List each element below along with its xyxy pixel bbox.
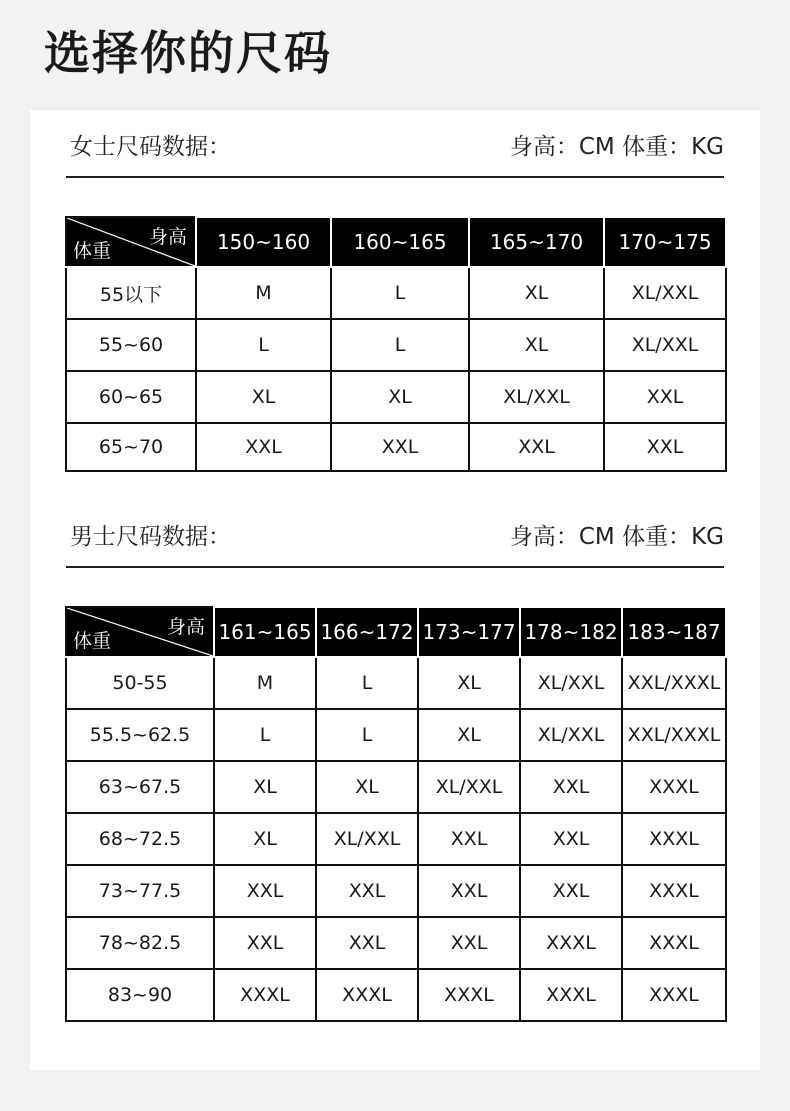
size-cell: XXL (418, 813, 520, 865)
size-chart-card (30, 110, 760, 1070)
size-cell: L (196, 319, 331, 371)
size-cell: XXL (196, 423, 331, 471)
height-header-cell: 173~177 (418, 607, 520, 657)
size-cell: XL (196, 371, 331, 423)
size-cell: XXXL (622, 917, 726, 969)
women-size-table (65, 216, 727, 472)
size-cell: XXL (604, 423, 726, 471)
height-header-cell: 166~172 (316, 607, 418, 657)
corner-height-label: 身高 (148, 226, 187, 248)
corner-header-cell (66, 607, 214, 657)
size-cell: XXXL (316, 969, 418, 1021)
size-cell: M (214, 657, 316, 709)
size-cell: XXXL (622, 813, 726, 865)
size-cell: XL (214, 813, 316, 865)
weight-cell: 60~65 (66, 371, 196, 423)
height-header-cell: 178~182 (520, 607, 622, 657)
table-row (66, 761, 726, 813)
men-unit-note: 身高：CM 体重：KG (509, 524, 724, 550)
table-row (66, 423, 726, 471)
page-title: 选择你的尺码 (44, 26, 332, 80)
table-row (66, 969, 726, 1021)
men-section-header (66, 500, 724, 568)
weight-cell: 63~67.5 (66, 761, 214, 813)
size-cell: XXXL (622, 865, 726, 917)
size-cell: L (316, 709, 418, 761)
size-cell: L (316, 657, 418, 709)
size-cell: M (196, 267, 331, 319)
size-cell: XXL/XXXL (622, 709, 726, 761)
size-cell: XXL (520, 865, 622, 917)
size-cell: XL/XXL (520, 657, 622, 709)
size-cell: XXXL (520, 969, 622, 1021)
size-cell: XL/XXL (604, 319, 726, 371)
weight-cell: 68~72.5 (66, 813, 214, 865)
size-cell: XL/XXL (604, 267, 726, 319)
weight-cell: 65~70 (66, 423, 196, 471)
size-cell: XXXL (622, 761, 726, 813)
height-header-cell: 150~160 (196, 217, 331, 267)
size-cell: XL (469, 267, 604, 319)
size-cell: XL (316, 761, 418, 813)
size-cell: XXXL (418, 969, 520, 1021)
height-header-cell: 183~187 (622, 607, 726, 657)
weight-cell: 78~82.5 (66, 917, 214, 969)
corner-height-label: 身高 (166, 616, 205, 638)
size-cell: XL/XXL (316, 813, 418, 865)
size-cell: XL (214, 761, 316, 813)
header-row (66, 607, 726, 657)
corner-weight-label: 体重 (73, 240, 112, 262)
table-row (66, 917, 726, 969)
corner-weight-label: 体重 (73, 630, 112, 652)
size-cell: XXL/XXXL (622, 657, 726, 709)
weight-cell: 73~77.5 (66, 865, 214, 917)
size-cell: XXXL (622, 969, 726, 1021)
men-section-label: 男士尺码数据： (70, 524, 231, 550)
weight-cell: 83~90 (66, 969, 214, 1021)
size-cell: XL (418, 657, 520, 709)
table-row (66, 813, 726, 865)
table-row (66, 657, 726, 709)
header-row (66, 217, 726, 267)
height-header-cell: 160~165 (331, 217, 469, 267)
women-section-header (66, 110, 724, 178)
table-row (66, 319, 726, 371)
table-row (66, 371, 726, 423)
size-cell: XXL (214, 865, 316, 917)
height-header-cell: 161~165 (214, 607, 316, 657)
table-row (66, 709, 726, 761)
size-cell: XXL (316, 917, 418, 969)
height-header-cell: 170~175 (604, 217, 726, 267)
size-cell: XXL (604, 371, 726, 423)
size-cell: XXL (316, 865, 418, 917)
size-cell: XL/XXL (418, 761, 520, 813)
weight-cell: 55~60 (66, 319, 196, 371)
weight-cell: 50-55 (66, 657, 214, 709)
size-cell: XXL (469, 423, 604, 471)
size-cell: L (214, 709, 316, 761)
women-section-label: 女士尺码数据： (70, 134, 231, 160)
height-header-cell: 165~170 (469, 217, 604, 267)
size-cell: XXL (520, 761, 622, 813)
size-cell: XL/XXL (469, 371, 604, 423)
size-cell: XXL (331, 423, 469, 471)
size-cell: XL (418, 709, 520, 761)
men-size-table (65, 606, 727, 1022)
table-row (66, 865, 726, 917)
weight-cell: 55.5~62.5 (66, 709, 214, 761)
size-cell: L (331, 319, 469, 371)
size-cell: XXL (520, 813, 622, 865)
size-cell: XXXL (214, 969, 316, 1021)
table-row (66, 267, 726, 319)
size-cell: L (331, 267, 469, 319)
weight-cell: 55以下 (66, 267, 196, 319)
corner-header-cell (66, 217, 196, 267)
size-cell: XXL (418, 865, 520, 917)
women-unit-note: 身高：CM 体重：KG (509, 134, 724, 160)
size-cell: XL/XXL (520, 709, 622, 761)
size-cell: XXL (214, 917, 316, 969)
size-cell: XL (469, 319, 604, 371)
size-cell: XXL (418, 917, 520, 969)
size-cell: XXXL (520, 917, 622, 969)
size-cell: XL (331, 371, 469, 423)
